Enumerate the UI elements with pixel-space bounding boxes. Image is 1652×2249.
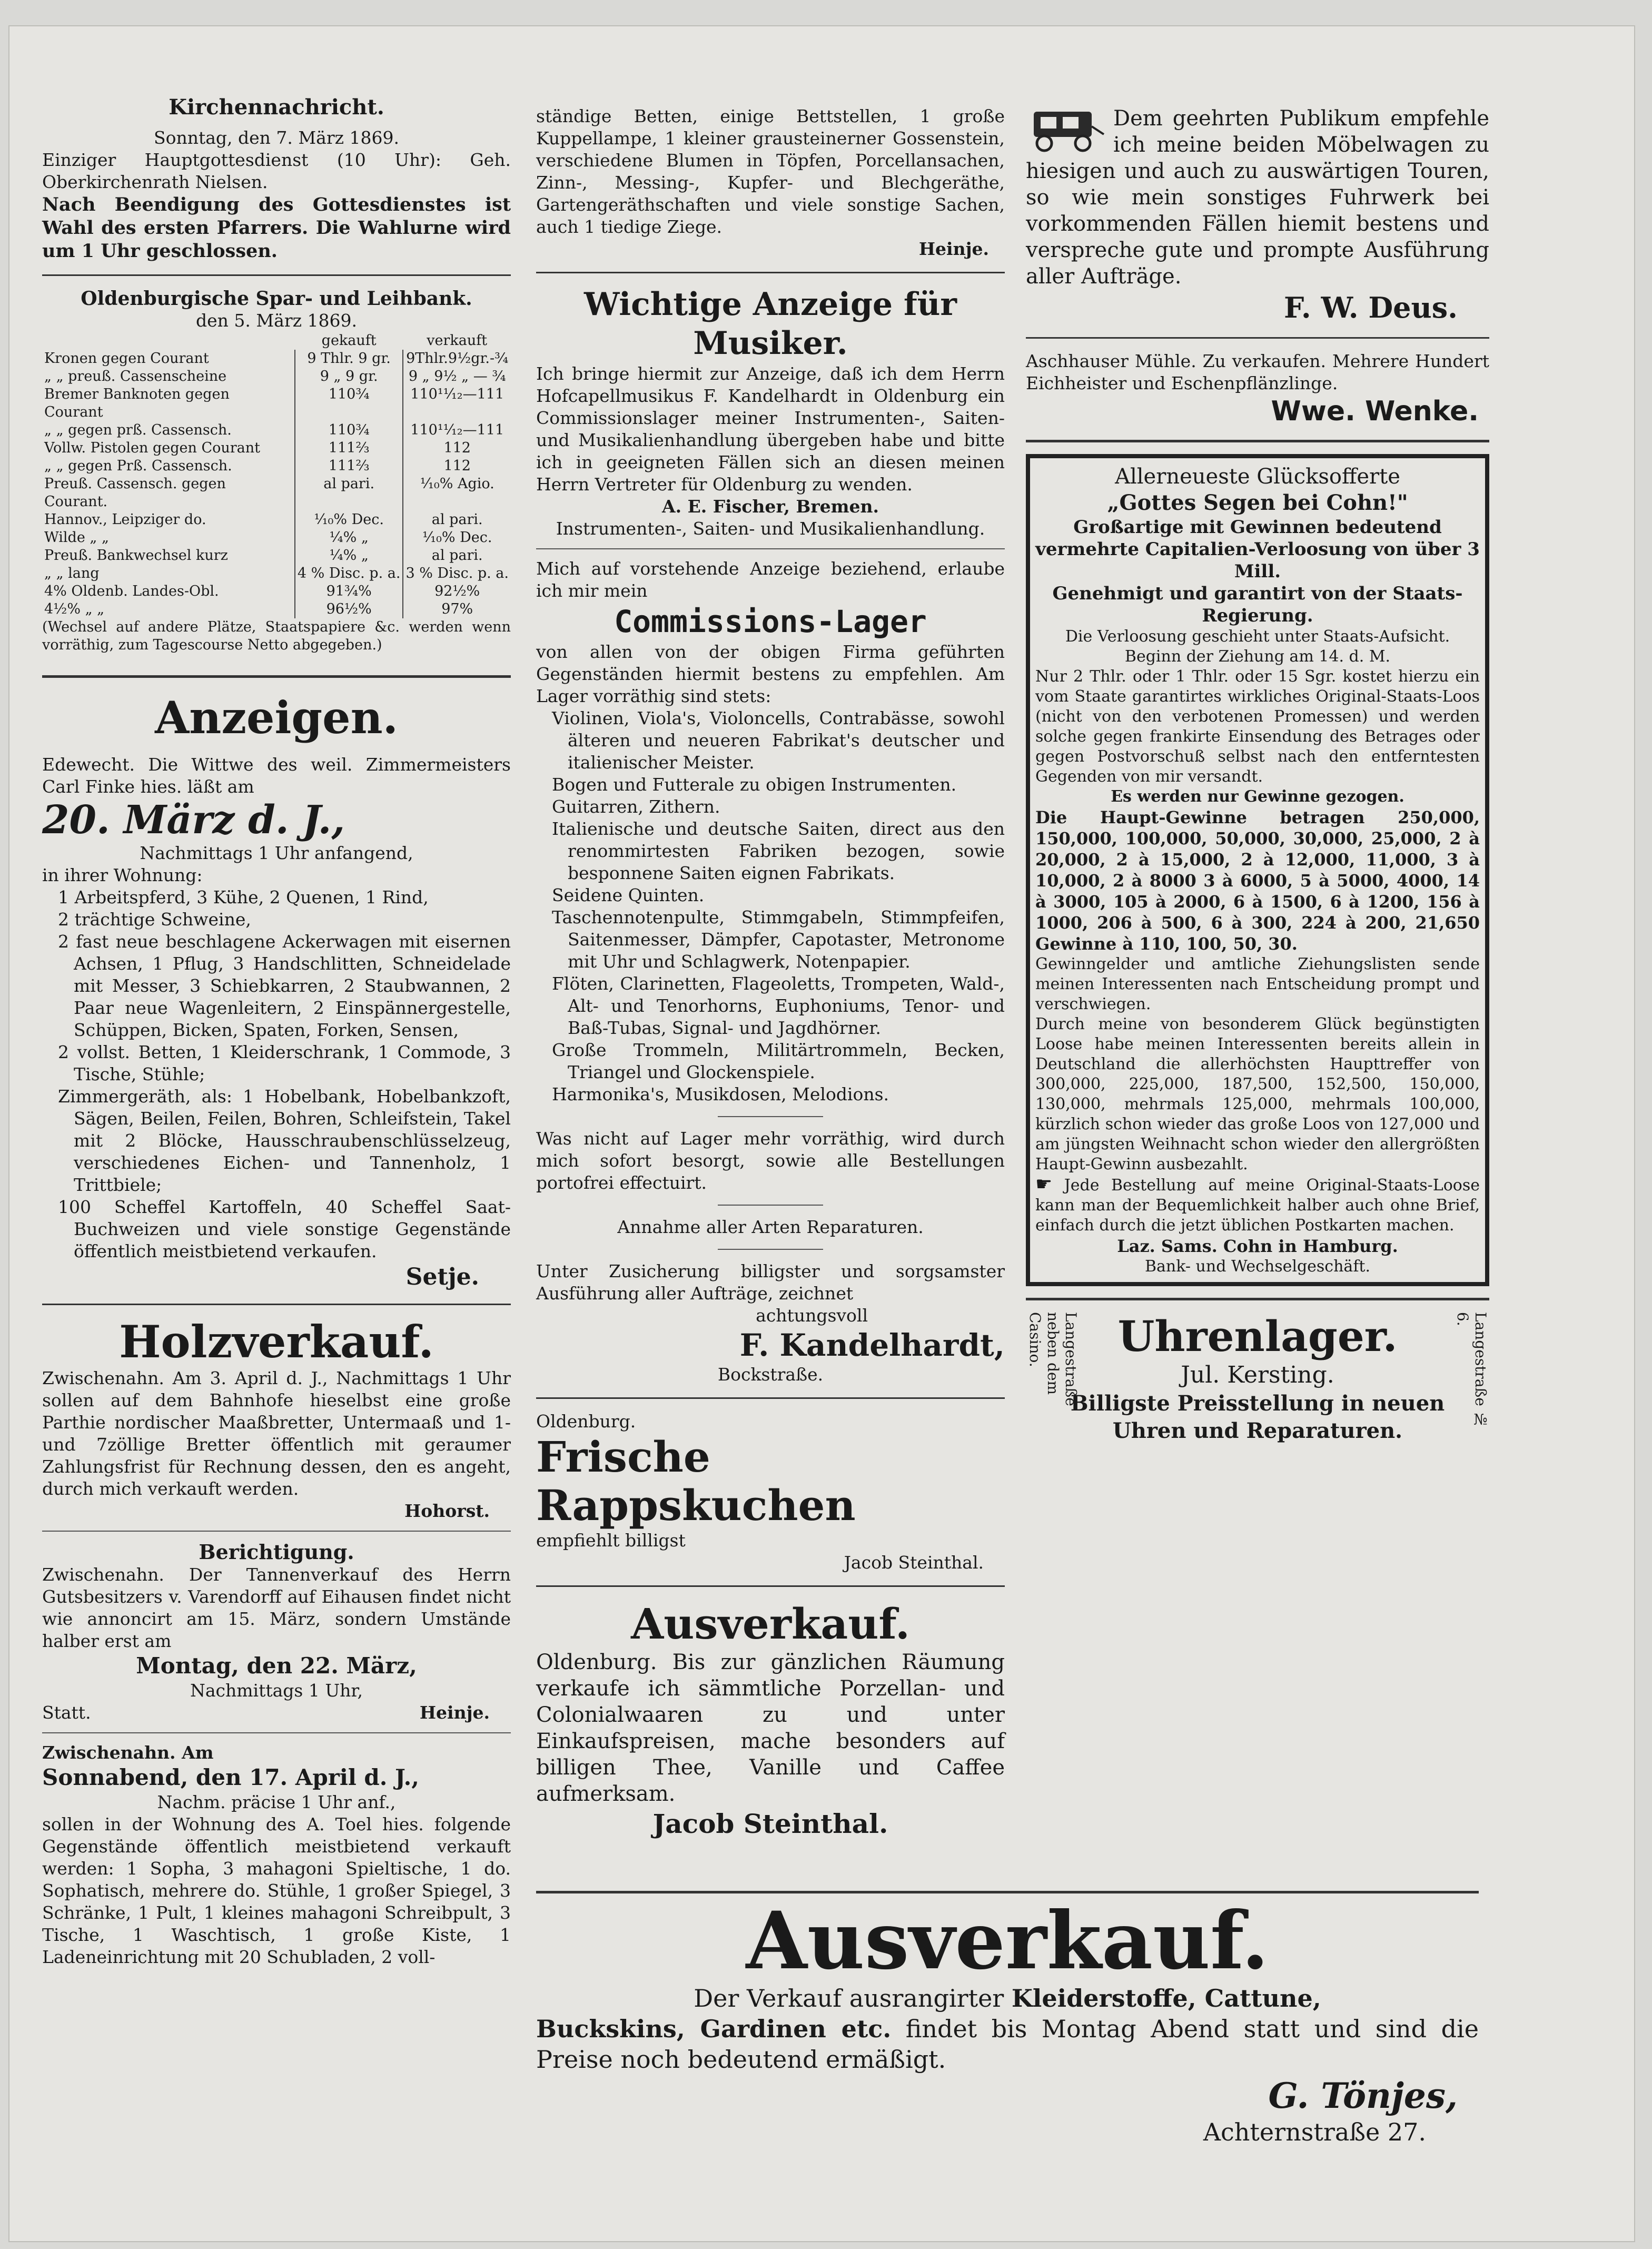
bank-cell: 92½% [403,583,511,600]
divider [1026,1298,1489,1300]
continued-auction-text: ständige Betten, einige Bettstellen, 1 große Kuppellampe, 1 kleiner grausteinerner Gossenstein, verschiedene Blumen in Töpfen, Porcellansachen, Zinn-, Messing-, Kupfer- und Blechgeräthe, Gartengeräthschaften und viele sonstige Sachen, auch 1 tiedige Ziege. [536,106,1005,237]
wood-sale-text: Zwischenahn. Am 3. April d. J., Nachmittags 1 Uhr sollen auf dem Bahnhofe hieselbst eine große Parthie nordischer Maaßbretter, Untermaaß und 1- und 7zöllige Bretter öffentlich mit geraumer Zahlungsfrist für Rechnung dessen, den es angeht, durch mich verkauft werden. [42,1368,511,1499]
bank-cell: 110¹¹⁄₁₂—111 [403,386,511,421]
bank-cell: 4 % Disc. p. a. [295,565,403,583]
referral-text: Mich auf vorstehende Anzeige beziehend, erlaube ich mir mein [536,558,1005,601]
table-row [42,600,511,618]
wide-clearance-bold2: Buckskins, Gardinen etc. [536,2015,892,2043]
table-row [42,421,511,439]
watch-shop-text: Billigste Preisstellung in neuen Uhren und Reparaturen. [1070,1391,1445,1443]
musician-ad-signature: A. E. Fischer, Bremen. [662,496,879,517]
clearance-sale-wide-ad [536,1891,1479,2147]
divider [536,1891,1479,1893]
table-row [42,511,511,529]
wide-clearance-heading: Ausverkauf. [746,1895,1269,1987]
watch-shop-side-right: Langestraße № 6. [1454,1312,1489,1428]
clearance-text: Oldenburg. Bis zur gänzlichen Räumung verkaufe ich sämmtliche Porzellan- und Colonialwaaren zu und unter Einkaufspreisen, mache besonders auf billigen Thee, Vanille und Caffee aufmerksam. [536,1650,1005,1806]
divider [536,548,1005,549]
watch-shop-heading: Uhrenlager. [1117,1311,1398,1361]
musician-ad-heading: Wichtige Anzeige für Musiker. [583,286,957,362]
lottery-announcement: Großartige mit Gewinnen bedeutend vermehrte Capitalien-Verloosung von über 3 Mill. [1035,517,1480,582]
list-item: Violinen, Viola's, Violoncells, Contrabässe, sowohl älteren und neueren Fabrikat's deutscher und italienischer Meister. [552,708,1005,773]
saturday-date: Sonnabend, den 17. April d. J., [42,1764,419,1790]
table-row [42,368,511,386]
divider [718,1116,823,1117]
bank-cell: ¹⁄₁₀% Agio. [403,475,511,511]
bank-cell: ¹⁄₁₀% Dec. [295,511,403,529]
list-item: 2 fast neue beschlagene Ackerwagen mit eisernen Achsen, 1 Pflug, 3 Handschlitten, Schneidelade mit Messer, 3 Schiebkarren, 2 Staubwannen, 2 Paar neue Wagenleitern, 2 Einspännergestelle, Schüppen, Bicken, Spaten, Forken, Sensen, [58,931,511,1040]
bank-cell: 96½% [295,600,403,618]
edewecht-date: 20. März d. J., [42,797,345,843]
table-row [42,547,511,565]
church-news-text: Einziger Hauptgottesdienst (10 Uhr): Geh. Oberkirchenrath Nielsen. [42,150,511,192]
bank-cell: 4% Oldenb. Landes-Obl. [44,583,219,599]
watch-shop-owner: Jul. Kersting. [1181,1362,1334,1388]
lottery-bank: Bank- und Wechselgeschäft. [1144,1257,1371,1276]
bank-cell: Preuß. Bankwechsel kurz [44,547,228,564]
bank-cell: 9Thlr.9½gr.-¾ [403,350,511,368]
bank-cell: al pari. [295,475,403,511]
correction-heading: Berichtigung. [199,1540,354,1564]
list-item: Guitarren, Zithern. [552,796,720,817]
lottery-price: Nur 2 Thlr. oder 1 Thlr. oder 15 Sgr. kostet hierzu ein vom Staate garantirtes wirkliches Original-Staats-Loos (nicht von den verbotenen Promessen) und werden solche gegen frankirte Einsendung des Betrages oder gegen Postvorschuß selbst nach den entferntesten Gegenden von mir versandt. [1035,667,1480,786]
divider [42,1732,511,1733]
list-item: Flöten, Clarinetten, Flageoletts, Trompeten, Wald-, Alt- und Tenorhorns, Euphoniums, Tenor- und Baß-Tubas, Signal- und Jagdhörner. [552,973,1005,1038]
wenke-signature: Wwe. Wenke. [1271,396,1479,427]
lottery-lists: Gewinngelder und amtliche Ziehungslisten sende meinen Interessenten nach Entscheidung prompt und verschwiegen. [1035,955,1480,1013]
clearance-heading: Ausverkauf. [631,1599,910,1649]
watch-shop-ad [1026,1312,1489,1445]
bank-cell: al pari. [403,511,511,529]
divider [718,1205,823,1206]
list-item: Zimmergeräth, als: 1 Hobelbank, Hobelbankzoft, Sägen, Beilen, Feilen, Bohren, Schleifstein, Takel mit 2 Blöcke, Hausschraubenschlüsselzeug, verschiedenes Eichen- und Tannenholz, 1 Trittbiele; [58,1086,511,1195]
bank-cell: 9 Thlr. 9 gr. [295,350,403,368]
commission-note: Was nicht auf Lager mehr vorräthig, wird durch mich sofort besorgt, sowie alle Bestellungen portofrei effectuirt. [536,1128,1005,1193]
list-item: Harmonika's, Musikdosen, Melodions. [552,1084,889,1104]
bank-cell: 110¹¹⁄₁₂—111 [403,421,511,439]
divider [1026,337,1489,339]
bank-cell: 111⅔ [295,457,403,475]
watch-shop-side-left: Langestraße neben dem Casino. [1026,1312,1080,1406]
edewecht-signature: Setje. [405,1264,479,1290]
divider [536,272,1005,273]
bank-note: (Wechsel auf andere Plätze, Staatspapiere &c. werden wenn vorräthig, zum Tagescourse Netto abgegeben.) [42,619,511,653]
lottery-winners: Durch meine von besonderem Glück begünstigten Loose habe meinen Interessenten bereits allein in Deutschland die allerhöchsten Haupttreffer von 300,000, 225,000, 187,500, 152,500, 150,000, 130,000, mehrmals 125,000, mehrmals 100,000, kürzlich schon wieder das große Loos von 127,000 und am jüngsten Weihnacht schon wieder den allergrößten Haupt-Gewinn ausbezahlt. [1035,1015,1480,1173]
bank-cell: 97% [403,600,511,618]
wide-clearance-line1 [536,1983,1479,2014]
list-item: 100 Scheffel Kartoffeln, 40 Scheffel Saat-Buchweizen und viele sonstige Gegenstände öffentlich meistbietend verkaufen. [58,1197,511,1261]
bank-header-empty [42,332,295,350]
bank-cell: 9 „ 9 gr. [295,368,403,386]
repairs-line: Annahme aller Arten Reparaturen. [617,1217,924,1237]
wide-clearance-line2 [536,2014,1479,2075]
divider [1026,440,1489,442]
table-row [42,439,511,457]
bank-cell: 111⅔ [295,439,403,457]
list-item: Bogen und Futterale zu obigen Instrumenten. [552,774,957,795]
correction-statt: Statt. [42,1702,91,1723]
rapeseed-signature: Jacob Steinthal. [844,1552,984,1573]
table-row [42,350,511,368]
lottery-order-text: Jede Bestellung auf meine Original-Staats-Loose kann man der Bequemlichkeit halber auch ohne Brief, einfach durch die jetzt üblichen Postkarten machen. [1035,1176,1480,1235]
wide-clearance-address: Achternstraße 27. [1203,2118,1426,2146]
wide-clearance-bold1: Kleiderstoffe, Cattune, [1011,1984,1321,2013]
edewecht-where: in ihrer Wohnung: [42,865,203,885]
table-row [42,565,511,583]
deus-ad [1026,105,1489,325]
lottery-order-info [1035,1175,1480,1236]
list-item: Taschennotenpulte, Stimmgabeln, Stimmpfeifen, Saitenmesser, Dämpfer, Capotaster, Metronome mit Uhr und Schlagwerk, Notenpapier. [552,907,1005,972]
correction-text: Zwischenahn. Der Tannenverkauf des Herrn Gutsbesitzers v. Varendorff auf Eihausen findet nicht wie annoncirt am 15. März, sondern Umstände halber erst am [42,1564,511,1651]
list-item: Große Trommeln, Militärtrommeln, Becken, Triangel und Glockenspiele. [552,1040,1005,1082]
list-item: 1 Arbeitspferd, 3 Kühe, 2 Quenen, 1 Rind, [58,887,429,908]
correction-signature: Heinje. [419,1702,490,1723]
bank-cell: Preuß. Cassensch. gegen Courant. [44,476,226,510]
bank-cell: 110¾ [295,386,403,421]
clearance-signature: Jacob Steinthal. [652,1808,888,1839]
bank-cell: ¹⁄₁₀% Dec. [403,529,511,547]
wide-clearance-text1: Der Verkauf ausrangirter [694,1984,1004,2013]
rapeseed-heading: Frische Rappskuchen [536,1432,856,1530]
lottery-only-wins: Es werden nur Gewinne gezogen. [1111,787,1404,806]
lottery-title: Allerneueste Glücksofferte [1115,465,1400,489]
bank-cell: 91¾% [295,583,403,600]
lottery-signature: Laz. Sams. Cohn in Hamburg. [1117,1236,1398,1256]
bank-cell: 112 [403,439,511,457]
column-left [42,95,511,1968]
lottery-ad-box [1026,454,1489,1286]
pointing-hand-icon: ☛ [1035,1173,1053,1195]
kandelhardt-address: Bockstraße. [717,1364,824,1385]
bank-cell: 4½% „ „ [44,601,105,617]
rapeseed-city: Oldenburg. [536,1411,636,1432]
bank-cell: al pari. [403,547,511,565]
bank-header-bought: gekauft [321,332,377,349]
rapeseed-text: empfiehlt billigst [536,1530,686,1551]
edewecht-intro: Edewecht. Die Wittwe des weil. Zimmermeisters Carl Finke hies. läßt am [42,754,511,797]
bank-cell: 112 [403,457,511,475]
table-row [42,386,511,421]
musician-ad-text: Ich bringe hiermit zur Anzeige, daß ich dem Herrn Hofcapellmusikus F. Kandelhardt in Oldenburg ein Commissionslager meiner Instrumenten-, Saiten- und Musikalienhandlung übergeben habe und bitte ich in geeigneten Fällen sich an diesen meinen Herrn Vertreter für Oldenburg zu wenden. [536,363,1005,495]
table-row [42,457,511,475]
church-news-title: Kirchennachricht. [169,95,384,120]
wood-sale-signature: Hohorst. [404,1501,490,1521]
correction-date: Montag, den 22. März, [136,1653,417,1679]
table-row [42,583,511,600]
bank-cell: „ „ preuß. Cassenscheine [44,368,227,384]
list-item: 2 trächtige Schweine, [58,909,251,930]
correction-time: Nachmittags 1 Uhr, [190,1680,363,1701]
saturday-text: sollen in der Wohnung des A. Toel hies. folgende Gegenstände öffentlich meistbietend verkauft werden: 1 Sopha, 3 mahagoni Spieltische, 1 do. Sophatisch, mehrere do. Stühle, 1 großer Spiegel, 3 Schränke, 1 Pult, 1 kleines mahagoni Schreibpult, 3 Tische, 1 Waschtisch, 1 große Kiste, 1 Ladeneinrichtung mit 20 Schubladen, 2 voll- [42,1814,511,1967]
saturday-intro: Zwischenahn. Am [42,1742,214,1763]
edewecht-time: Nachmittags 1 Uhr anfangend, [140,843,413,863]
divider [42,675,511,678]
ads-heading: Anzeigen. [155,692,398,744]
list-item: Italienische und deutsche Saiten, direct aus den renommirtesten Fabriken bezogen, sowie besponnene Saiten eignen Fabrikats. [552,818,1005,883]
bank-cell: 3 % Disc. p. a. [403,565,511,583]
divider [42,1531,511,1532]
bank-date: den 5. März 1869. [196,310,357,331]
bank-cell: 110¾ [295,421,403,439]
bank-cell: ¹⁄₄% „ [295,529,403,547]
lottery-prizes: Die Haupt-Gewinne betragen 250,000, 150,000, 100,000, 50,000, 30,000, 25,000, 2 à 20,000, 2 à 15,000, 2 à 12,000, 11,000, 3 à 10,000, 2 à 8000 3 à 6000, 5 à 5000, 4000, 14 à 3000, 105 à 2000, 6 à 1500, 6 à 1200, 156 à 1000, 206 à 500, 6 à 300, 224 à 200, 21,650 Gewinne à 110, 100, 50, 30. [1035,807,1480,954]
correction-footer [42,1702,511,1724]
bank-cell: 9 „ 9½ „ — ¾ [403,368,511,386]
deus-body: Dem geehrten Publikum empfehle ich meine beiden Möbelwagen zu hiesigen und auch zu auswärtigen Touren, so wie mein sonstiges Fuhrwerk bei vorkommenden Fällen hiemit bestens und verspreche gute und prompte Ausführung aller Aufträge. [1026,106,1489,289]
divider [536,1397,1005,1399]
bank-title: Oldenburgische Spar- und Leihbank. [81,288,472,310]
deus-text [1026,105,1489,290]
deus-signature: F. W. Deus. [1284,291,1458,324]
church-news-election: Nach Beendigung des Gottesdienstes ist Wahl des ersten Pfarrers. Die Wahlurne wird um 1 Uhr geschlossen. [42,194,511,262]
column-middle [536,105,1005,1841]
column-right [1026,105,1489,1445]
assurance-text: Unter Zusicherung billigster und sorgsamster Ausführung aller Aufträge, zeichnet [536,1261,1005,1304]
kandelhardt-signature: F. Kandelhardt, [739,1327,1005,1363]
continued-auction-signature: Heinje. [918,239,989,259]
bank-cell: ¹⁄₄% „ [295,547,403,565]
bank-cell: Bremer Banknoten gegen Courant [44,386,230,420]
bank-cell: Vollw. Pistolen gegen Courant [44,440,261,456]
divider [718,1249,823,1250]
bank-cell: Kronen gegen Courant [44,350,209,367]
newspaper-page [9,26,1634,2241]
lottery-start: Beginn der Ziehung am 14. d. M. [1124,647,1391,666]
church-news-date: Sonntag, den 7. März 1869. [154,127,399,148]
bank-cell: Wilde „ „ [44,529,109,546]
bank-cell: „ „ lang [44,565,100,581]
bank-cell: „ „ gegen prß. Cassensch. [44,422,232,438]
divider [42,1304,511,1305]
bank-header-sold: verkauft [427,332,488,349]
wide-clearance-text2: findet bis Montag Abend statt und sind die Preise noch bedeutend ermäßigt. [536,2015,1479,2074]
bank-rates-table [42,332,511,618]
lottery-motto: „Gottes Segen bei Cohn!" [1107,490,1408,515]
saturday-time: Nachm. präcise 1 Uhr anf., [157,1792,396,1812]
bank-cell: Hannov., Leipziger do. [44,511,206,528]
lottery-supervision: Die Verloosung geschieht unter Staats-Aufsicht. [1065,627,1450,646]
bank-table-header [42,332,511,350]
moving-wagon-icon [1026,105,1105,153]
wood-sale-heading: Holzverkauf. [119,1316,434,1368]
musician-ad-subline: Instrumenten-, Saiten- und Musikalienhandlung. [556,518,985,539]
table-row [42,475,511,511]
respectfully: achtungsvoll [756,1305,868,1326]
wenke-text: Aschhauser Mühle. Zu verkaufen. Mehrere Hundert Eichheister und Eschenpflänzlinge. [1026,351,1489,393]
commission-text: von allen von der obigen Firma geführten Gegenständen hiermit bestens zu empfehlen. Am Lager vorräthig sind stets: [536,642,1005,706]
commission-heading: Commissions-Lager [614,604,927,639]
divider [536,1585,1005,1587]
list-item: 2 vollst. Betten, 1 Kleiderschrank, 1 Commode, 3 Tische, Stühle; [58,1042,511,1084]
lottery-approval: Genehmigt und garantirt von der Staats-Regierung. [1052,583,1463,626]
list-item: Seidene Quinten. [552,885,705,905]
wide-clearance-signature: G. Tönjes, [1268,2075,1458,2116]
divider [42,274,511,276]
table-row [42,529,511,547]
bank-cell: „ „ gegen Prß. Cassensch. [44,458,232,474]
